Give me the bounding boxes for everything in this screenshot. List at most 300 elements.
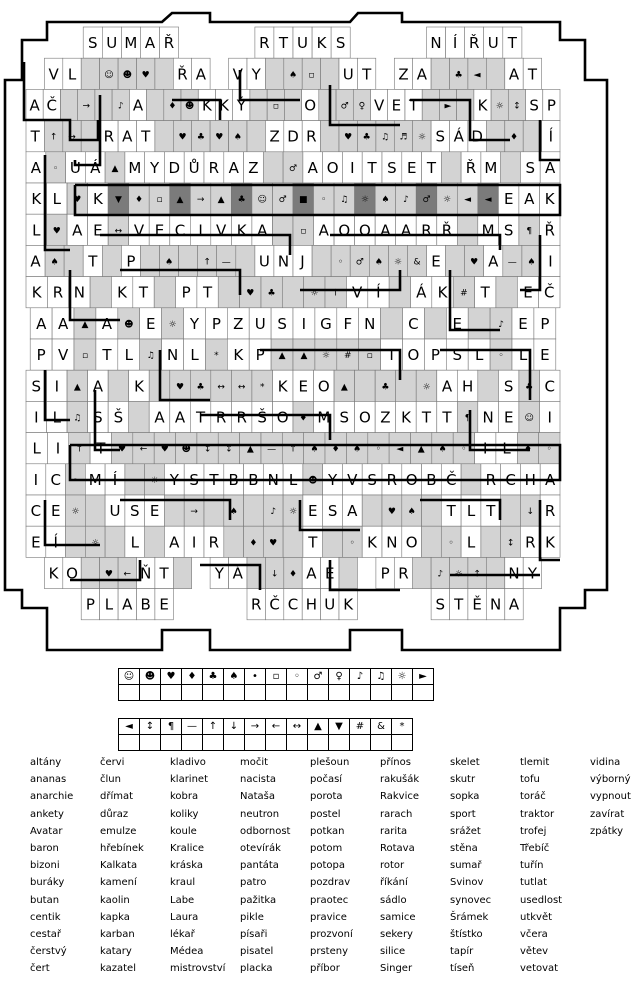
grid-symbol: ▲: [417, 444, 425, 455]
grid-letter: K: [367, 533, 378, 552]
word-list-item: sumař: [450, 860, 482, 872]
grid-cell: [284, 89, 301, 120]
grid-symbol: ◦: [53, 163, 59, 174]
grid-letter: U: [487, 34, 499, 53]
legend2-answer-box[interactable]: [182, 735, 203, 751]
grid-symbol: ◦: [448, 538, 454, 549]
legend1-answer-box[interactable]: [266, 685, 287, 701]
word-list-item: rakušák: [380, 774, 420, 786]
legend1-answer-box[interactable]: [203, 685, 224, 701]
word-list-item: Médea: [170, 946, 204, 958]
word-list-item: potkan: [310, 825, 345, 837]
grid-letter: N: [482, 408, 494, 427]
grid-letter: K: [201, 96, 212, 115]
grid-letter: B: [426, 470, 437, 489]
grid-symbol: ♦: [288, 569, 298, 580]
word-list-item: bizoni: [30, 860, 60, 872]
grid-letter: Í: [376, 283, 381, 302]
grid-letter: R: [525, 533, 536, 552]
grid-letter: P: [126, 252, 136, 271]
legend2-answer-box[interactable]: [287, 735, 308, 751]
grid-letter: L: [288, 470, 298, 489]
word-list-item: říkání: [380, 877, 408, 889]
grid-symbol: ◦: [461, 444, 467, 455]
grid-symbol: ♥: [52, 226, 61, 237]
grid-letter: Á: [232, 564, 243, 583]
grid-cell: [441, 152, 461, 183]
grid-letter: K: [117, 283, 128, 302]
grid-symbol: ☼: [91, 538, 100, 549]
legend2-answer-box[interactable]: [371, 735, 392, 751]
grid-symbol: ▫: [272, 101, 279, 112]
legend1-answer-box[interactable]: [182, 685, 203, 701]
legend2-symbol: ▼: [329, 719, 350, 735]
legend2-symbol: ◄: [119, 719, 140, 735]
word-list-item: sádlo: [380, 894, 407, 906]
grid-symbol: ←: [139, 444, 148, 455]
word-list-item: stěna: [450, 842, 478, 854]
grid-letter: D: [168, 158, 181, 177]
grid-symbol: ♦: [134, 195, 144, 206]
grid-letter: A: [195, 65, 207, 84]
grid-symbol: ◄: [484, 195, 492, 206]
grid-letter: T: [442, 408, 452, 427]
grid-symbol: ♥: [160, 444, 169, 455]
grid-letter: A: [122, 127, 133, 146]
word-list-item: skutr: [450, 774, 476, 786]
grid-cell: [61, 89, 78, 120]
word-list-item: sport: [450, 808, 476, 820]
word-list-item: tapír: [450, 946, 474, 958]
grid-cell: [129, 401, 150, 432]
legend1-answer-box[interactable]: [245, 685, 266, 701]
grid-letter: L: [466, 502, 476, 521]
word-list-item: rarita: [380, 825, 408, 837]
legend2-symbol: *: [392, 719, 413, 735]
word-list-item: přínos: [380, 757, 411, 768]
grid-letter: E: [503, 408, 514, 427]
word-list-item: prozvoní: [310, 928, 353, 940]
legend1-answer-box[interactable]: [119, 685, 140, 701]
word-list-item: Labe: [170, 894, 195, 906]
grid-letter: Í: [53, 533, 58, 552]
legend2-answer-box[interactable]: [350, 735, 371, 751]
grid-letter: K: [219, 96, 230, 115]
grid-symbol: ♂: [340, 101, 349, 112]
grid-symbol: ↔: [68, 132, 76, 143]
grid-letter: A: [257, 221, 268, 240]
grid-symbol: ☺: [524, 413, 534, 424]
legend1-answer-box[interactable]: [224, 685, 245, 701]
word-list-item: odbornost: [240, 825, 291, 837]
grid-symbol: ♪: [270, 507, 277, 518]
word-list-item: vypnout: [590, 791, 631, 803]
word-list-item: močit: [240, 757, 269, 768]
grid-letter: E: [50, 502, 61, 521]
grid-letter: O: [66, 564, 78, 583]
legend2-answer-box[interactable]: [140, 735, 161, 751]
grid-letter: C: [174, 221, 186, 240]
grid-letter: Ř: [465, 158, 477, 177]
legend1-answer-box[interactable]: [392, 685, 413, 701]
word-list-item: písaři: [240, 928, 268, 940]
grid-symbol: ☼: [168, 319, 177, 330]
grid-symbol: ♠: [288, 70, 298, 81]
grid-letter: M: [484, 158, 498, 177]
grid-letter: N: [430, 34, 442, 53]
grid-letter: S: [339, 408, 350, 427]
grid-letter: O: [317, 377, 330, 396]
word-list-item: zpátky: [590, 825, 623, 837]
grid-letter: A: [488, 252, 499, 271]
legend1-answer-box[interactable]: [413, 685, 434, 701]
grid-letter: L: [130, 533, 139, 552]
grid-letter: L: [52, 408, 61, 427]
grid-letter: A: [228, 158, 239, 177]
grid-letter: U: [297, 34, 308, 53]
grid-symbol: ☼: [454, 569, 463, 580]
grid-letter: E: [149, 502, 160, 521]
grid-letter: A: [144, 34, 156, 53]
word-list-item: Avatar: [30, 825, 63, 837]
grid-letter: K: [233, 346, 244, 365]
grid-letter: I: [34, 408, 39, 427]
grid-cell: [478, 370, 499, 401]
grid-symbol: ◄: [464, 195, 472, 206]
grid-cell: [319, 89, 336, 120]
grid-letter: E: [406, 158, 417, 177]
grid-letter: L: [32, 221, 41, 240]
grid-cell: [265, 58, 283, 89]
grid-letter: A: [306, 564, 317, 583]
grid-letter: L: [466, 533, 476, 552]
grid-symbol: ▫: [366, 351, 373, 362]
grid-letter: R: [208, 533, 220, 552]
grid-symbol: ↑: [75, 444, 84, 455]
grid-symbol: ♥: [246, 288, 255, 299]
grid-symbol: ♦: [331, 444, 340, 455]
grid-symbol: ☼: [321, 351, 330, 362]
grid-letter: A: [400, 221, 412, 240]
word-list-item: pikle: [240, 911, 264, 923]
grid-letter: R: [398, 564, 409, 583]
grid-letter: B: [140, 595, 151, 614]
grid-letter: D: [287, 127, 299, 146]
legend2-answer-box[interactable]: [161, 735, 182, 751]
grid-symbol: ■: [299, 195, 308, 206]
legend2-symbol: —: [182, 719, 203, 735]
grid-letter: Í: [548, 127, 554, 146]
grid-letter: O: [358, 221, 371, 240]
grid-letter: S: [327, 502, 338, 521]
grid-letter: O: [405, 533, 418, 552]
word-list-item: prsteny: [310, 946, 348, 958]
word-list-item: vetovat: [520, 963, 559, 975]
legend1-answer-box[interactable]: [161, 685, 182, 701]
grid-letter: B: [248, 470, 259, 489]
grid-symbol: ☼: [310, 288, 319, 299]
legend2-answer-box[interactable]: [224, 735, 245, 751]
grid-letter: K: [401, 408, 411, 427]
legend2-answer-box[interactable]: [119, 735, 140, 751]
grid-symbol: ↕: [513, 101, 521, 112]
grid-letter: V: [57, 346, 69, 365]
grid-symbol: ☻: [184, 101, 195, 112]
grid-letter: O: [405, 470, 418, 489]
grid-letter: Č: [269, 595, 280, 614]
legend2-answer-box[interactable]: [203, 735, 224, 751]
grid-symbol: ↔: [217, 382, 225, 393]
grid-symbol: ▲: [278, 351, 286, 362]
grid-letter: M: [124, 34, 138, 53]
grid-letter: Á: [90, 158, 101, 177]
grid-cell: [468, 308, 490, 339]
letter-grid: [26, 27, 560, 620]
grid-symbol: ♂: [422, 195, 431, 206]
grid-letter: T: [454, 595, 464, 614]
symbol-legend-1: [118, 668, 434, 701]
legend2-symbol: ↕: [140, 719, 161, 735]
grid-letter: V: [373, 96, 385, 115]
grid-letter: T: [507, 34, 517, 53]
grid-letter: A: [380, 221, 391, 240]
word-list-item: postel: [310, 808, 341, 820]
grid-symbol: ♣: [525, 382, 534, 393]
grid-letter: U: [342, 65, 354, 84]
grid-letter: S: [88, 34, 98, 53]
grid-symbol: ►: [444, 101, 452, 112]
grid-symbol: *: [214, 351, 219, 362]
word-list-item: samice: [380, 911, 416, 923]
grid-letter: N: [364, 314, 376, 333]
grid-letter: A: [101, 314, 113, 333]
word-list-item: štístko: [450, 928, 483, 940]
legend1-answer-box[interactable]: [308, 685, 329, 701]
grid-cell: [355, 370, 376, 401]
grid-symbol: ♦: [249, 538, 258, 549]
legend1-symbol: ♫: [371, 669, 392, 685]
grid-letter: K: [277, 377, 288, 396]
word-list-item: pažitka: [240, 894, 277, 906]
grid-letter: R: [421, 221, 432, 240]
grid-letter: R: [386, 470, 398, 489]
grid-symbol: ◄: [473, 70, 481, 81]
grid-symbol: ▼: [114, 195, 122, 206]
grid-letter: I: [548, 252, 553, 271]
grid-letter: S: [277, 314, 287, 333]
grid-letter: S: [503, 377, 514, 396]
grid-symbol: #: [460, 288, 468, 299]
grid-letter: A: [508, 595, 520, 614]
word-list-item: člun: [100, 774, 121, 786]
legend1-answer-box[interactable]: [329, 685, 350, 701]
grid-letter: L: [502, 439, 511, 458]
grid-letter: Í: [112, 470, 118, 489]
grid-symbol: ◦: [338, 257, 344, 268]
grid-symbol: ↑: [473, 569, 481, 580]
word-list-item: plešoun: [310, 757, 350, 768]
grid-cell: [179, 245, 198, 276]
legend1-symbol: ♣: [203, 669, 224, 685]
grid-symbol: —: [267, 444, 277, 455]
grid-letter: I: [198, 221, 203, 240]
grid-cell: [362, 495, 382, 526]
grid-cell: [108, 370, 129, 401]
grid-letter: Z: [398, 65, 409, 84]
grid-cell: [95, 89, 112, 120]
grid-symbol: ☼: [393, 257, 402, 268]
grid-letter: A: [508, 65, 520, 84]
grid-cell: [446, 245, 465, 276]
legend1-answer-box[interactable]: [140, 685, 161, 701]
grid-letter: A: [154, 408, 165, 427]
grid-letter: E: [391, 96, 402, 115]
grid-symbol: ◦: [498, 351, 504, 362]
grid-letter: E: [145, 314, 156, 333]
grid-cell: [173, 557, 191, 588]
grid-letter: A: [544, 470, 556, 489]
grid-cell: [244, 495, 264, 526]
legend1-answer-box[interactable]: [371, 685, 392, 701]
grid-letter: Ý: [236, 96, 246, 115]
word-list-item: tíseň: [450, 963, 475, 975]
word-list: [30, 754, 631, 990]
grid-cell: [102, 245, 121, 276]
grid-symbol: ♥: [387, 507, 396, 518]
grid-letter: A: [169, 533, 180, 552]
grid-letter: S: [435, 127, 446, 146]
legend2-answer-box[interactable]: [308, 735, 329, 751]
grid-letter: I: [33, 470, 39, 489]
grid-letter: I: [301, 314, 307, 333]
grid-symbol: ♣: [454, 70, 463, 81]
grid-letter: S: [435, 595, 446, 614]
legend2-answer-box[interactable]: [266, 735, 287, 751]
grid-letter: S: [130, 502, 140, 521]
legend2-symbol: #: [350, 719, 371, 735]
word-list-item: toráč: [520, 791, 546, 803]
grid-letter: A: [92, 377, 104, 396]
word-list-item: koule: [170, 825, 197, 837]
grid-cell: [154, 277, 175, 308]
legend2-symbol: ↑: [203, 719, 224, 735]
grid-letter: Ů: [188, 158, 200, 177]
grid-cell: [282, 277, 303, 308]
grid-symbol: ♠: [407, 507, 416, 518]
grid-letter: Š: [113, 408, 124, 427]
grid-letter: A: [524, 190, 535, 209]
grid-letter: E: [540, 346, 550, 365]
word-list-item: kaolin: [100, 894, 130, 906]
grid-letter: G: [320, 314, 332, 333]
grid-letter: M: [128, 158, 142, 177]
grid-cell: [381, 308, 403, 339]
grid-symbol: ♪: [403, 195, 409, 206]
grid-letter: Ň: [140, 564, 152, 583]
word-list-item: dřímat: [100, 791, 134, 803]
word-list-item: větev: [520, 946, 549, 958]
grid-letter: U: [69, 158, 81, 177]
grid-symbol: ↑: [203, 257, 211, 268]
grid-letter: E: [93, 221, 103, 240]
word-list-item: lékař: [170, 928, 195, 940]
word-list-item: baron: [30, 842, 59, 854]
grid-letter: R: [52, 283, 64, 302]
legend2-answer-box[interactable]: [245, 735, 266, 751]
grid-letter: H: [461, 377, 474, 396]
grid-letter: Ř: [163, 34, 175, 53]
grid-symbol: ↑: [289, 444, 297, 455]
word-list-item: hřebínek: [100, 842, 144, 854]
grid-letter: R: [215, 408, 227, 427]
word-list-item: čert: [30, 963, 50, 975]
word-list-item: buráky: [30, 877, 65, 889]
grid-symbol: ♥: [178, 132, 187, 143]
grid-letter: L: [124, 346, 133, 365]
legend1-answer-box[interactable]: [287, 685, 308, 701]
grid-symbol: ♣: [381, 382, 390, 393]
grid-letter: M: [481, 221, 495, 240]
grid-letter: P: [36, 346, 46, 365]
grid-symbol: *: [259, 382, 265, 393]
grid-symbol: ♣: [237, 195, 246, 206]
grid-letter: R: [103, 127, 115, 146]
grid-letter: A: [174, 408, 186, 427]
grid-cell: [140, 245, 159, 276]
grid-symbol: ☻: [124, 319, 134, 330]
grid-letter: Y: [328, 470, 338, 489]
grid-letter: R: [485, 470, 497, 489]
legend2-answer-box[interactable]: [392, 735, 413, 751]
legend1-answer-box[interactable]: [350, 685, 371, 701]
grid-letter: Ř: [468, 34, 480, 53]
grid-letter: E: [518, 314, 528, 333]
grid-letter: A: [57, 314, 69, 333]
grid-symbol: ♬: [399, 132, 408, 143]
legend2-answer-box[interactable]: [329, 735, 350, 751]
grid-letter: F: [343, 314, 353, 333]
word-list-item: kazatel: [100, 963, 136, 975]
grid-letter: U: [324, 595, 336, 614]
grid-symbol: ☺: [257, 195, 267, 206]
grid-letter: Z: [380, 408, 391, 427]
grid-letter: K: [236, 221, 247, 240]
grid-letter: Ř: [177, 65, 188, 84]
grid-letter: A: [30, 252, 41, 271]
grid-letter: Č: [544, 283, 555, 302]
legend1-symbol: ♥: [161, 669, 182, 685]
grid-symbol: ☼: [71, 507, 80, 518]
grid-letter: Y: [251, 65, 261, 84]
legend1-symbol: ◦: [287, 669, 308, 685]
grid-letter: Y: [527, 564, 537, 583]
legend2-symbol: ↔: [287, 719, 308, 735]
word-list-item: centik: [30, 911, 61, 923]
grid-letter: Š: [257, 408, 267, 427]
grid-symbol: ♦: [523, 444, 533, 455]
legend1-symbol: ♀: [329, 669, 350, 685]
legend2-symbol: →: [245, 719, 266, 735]
grid-letter: T: [387, 346, 397, 365]
grid-letter: N: [386, 533, 398, 552]
grid-symbol: ↕: [225, 444, 233, 455]
grid-letter: P: [540, 314, 550, 333]
grid-cell: [85, 495, 105, 526]
word-list-item: pisatel: [240, 946, 274, 958]
grid-letter: Y: [189, 314, 200, 333]
grid-symbol: ☻: [122, 70, 132, 81]
grid-cell: [501, 495, 521, 526]
